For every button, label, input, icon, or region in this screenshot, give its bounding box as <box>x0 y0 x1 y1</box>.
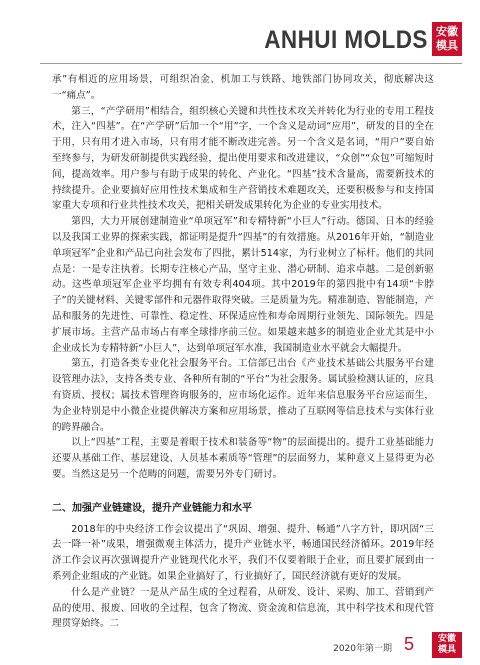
logo-badge-line1: 安徽 <box>436 25 458 38</box>
section-heading: 二、加强产业链建设，提升产业链能力和水平 <box>52 502 252 514</box>
paragraph-industry-chain: 什么是产业链？一是从产品生成的全过程看，从研发、设计、采购、加工、营销到产品的使用、报废、回收的全过程，包含了物流、资金流和信息流，其中科学技术和现代管理贯穿始终。二 <box>52 586 434 630</box>
magazine-brand: ANHUI MOLDS <box>264 26 428 54</box>
page-header <box>0 0 480 66</box>
article-body <box>52 72 434 632</box>
issue-label: 2020年第一期 <box>333 644 392 654</box>
footer-badge-line1: 安徽 <box>437 634 456 644</box>
header-rule <box>40 63 462 64</box>
footer-badge-line2: 模具 <box>437 645 456 655</box>
paragraph-economic-conference: 2018年的中央经济工作会议提出了“巩固、增强、提升、畅通”八字方针，即巩固“三去一降一补”成果，增强微观主体活力，提升产业链水平，畅通国民经济循环。2019年经济工作会议再次强调提升产业链现代化水平，我们不仅要着眼于企业，而且要扩展到由一系列企业组成的产业链。如果企业搞好了，行业搞好了，国民经济就有更好的发展。 <box>52 523 434 582</box>
paragraph-fourth-point: 第四，大力开展创建制造业“单项冠军”和专精特新“小巨人”行动。德国、日本的经验以及我国工业界的探索实践，都证明是提升“四基”的有效措施。从2016年开始，“制造业单项冠军”企业和产品已向社会发布了四批，累计514家，为行业树立了标杆。他们的共同点是：一是专注执着。长期专注核心产品，坚守主业、潜心研制、追求卓越。二是创新驱动。这些单项冠军企业平均拥有有效专利404项。其中2019年的第四批中有14项“卡脖子”的关键材料、关键零部件和元器件取得突破。三是质量为先。精准制造、智能制造，产品和服务的先进性、可靠性、稳定性、环保适应性和寿命周期行业领先、国际领先。四是扩展市场。主营产品市场占有率全球排序前三位。如果越来越多的制造业企业尤其是中小企业成长为专精特新“小巨人”，达到单项冠军水准，我国制造业水平就会大幅提升。 <box>52 216 434 354</box>
page-number: 5 <box>403 634 414 654</box>
paragraph-continuation: 承”有相近的应用场景，可组织冶金、机加工与铁路、地铁部门协同攻关，彻底解决这一“痛点”。 <box>52 74 434 101</box>
paragraph-fifth-point: 第五，打造各类专业化社会服务平台。工信部已出台《产业技术基础公共服务平台建设管理办法》，支持各类专业、各种所有制的“平台”为社会服务。属试验检测认证的，应具有资质、授权；属技术管理咨询服务的，应市场化运作。近年来信息服务平台应运而生，为企业特别是中小微企业提供解决方案和应用场景，推动了互联网等信息技术与实体行业的跨界融合。 <box>52 358 434 433</box>
magazine-logo-badge <box>432 22 462 56</box>
page-footer <box>280 632 462 658</box>
paragraph-third-point: 第三，“产学研用”相结合，组织核心关键和共性技术攻关并转化为行业的专用工程技术，注入“四基”。在“产学研”后加一个“用”字，一个含义是动词“应用”，研发的目的全在于用，只有用才进入市场，只有用才能不断改进完善。另一个含义是名词，“用户”要自始至终参与，为研发研制提供实践经验，提出使用要求和改进建议，“众创”“众包”可缩短时间，提高效率。用户参与有助于成果的转化、产业化。“四基”技术含量高，需要新技术的持续提升。企业要搞好应用性技术集成和生产营销技术难题攻关，还要积极参与和支持国家重大专项和行业共性技术攻关，把相关研发成果转化为企业的专业实用技术。 <box>52 105 434 212</box>
logo-badge-line2: 模具 <box>436 39 458 52</box>
footer-logo-badge <box>432 632 462 658</box>
paragraph-summary: 以上“四基”工程，主要是着眼于技术和装备等“物”的层面提出的。提升工业基础能力还要从基础工作、基层建设、人员基本素质等“管理”的层面努力，某种意义上显得更为必要。当然这是另一个范畴的问题，需要另外专门研讨。 <box>52 437 434 480</box>
